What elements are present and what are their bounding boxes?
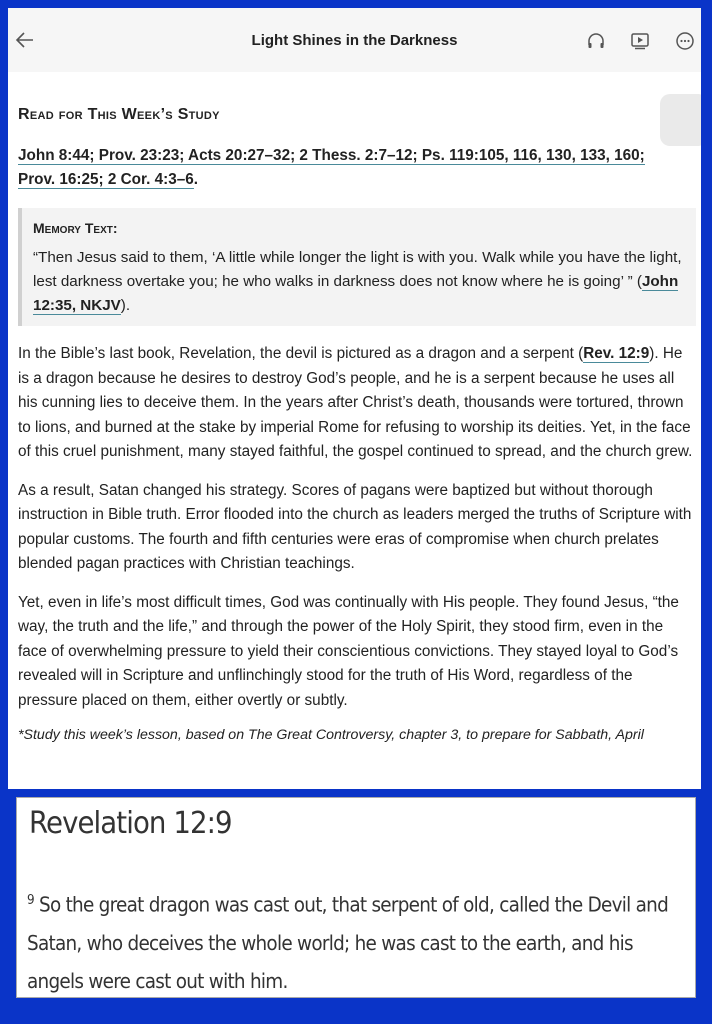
paragraph-2: As a result, Satan changed his strategy. Scores of pagans were baptized but without thorough instruction in Bible truth. Error flooded into the church as leaders merged the truths of Scripture with popular customs. The fourth and fifth centuries were eras of compromise when church prelates blended pagan practices with Christian teachings. — [18, 481, 692, 572]
memory-reference-link[interactable]: John 12:35, NKJV — [33, 273, 679, 314]
reading-references — [18, 144, 696, 192]
paragraph-1-start: In the Bible’s last book, Revelation, the devil is pictured as a dragon and a serpent ( — [18, 345, 584, 362]
paragraph-1-rest: ). He is a dragon because he desires to destroy God’s people, and he is a serpent because he uses all his cunning lies to deceive them. In the years after Christ’s death, thousands were tortured, thrown to lions, and burned at the stake by imperial Rome for refusing to worship its deities. Yet, in the face of this cruel punishment, many stayed faithful, the gospel continued to spread, and the church grew. — [18, 345, 693, 460]
verse-text: So the great dragon was cast out, that serpent of old, called the Devil and Satan, who deceives the whole world; he was cast to the earth, and his angels were cast out with him. — [27, 892, 669, 993]
lesson-content — [18, 104, 696, 745]
memory-text-box — [18, 208, 696, 326]
verse-number: 9 — [27, 893, 34, 908]
verse-title: Revelation 12:9 — [29, 806, 232, 841]
verse-body — [27, 882, 671, 1000]
study-note: *Study this week’s lesson, based on The Great Controversy, chapter 3, to prepare for Sabbath, April — [18, 727, 644, 743]
page-title: Light Shines in the Darkness — [251, 32, 458, 49]
reading-end: . — [193, 171, 198, 188]
reading-link-line1[interactable]: John 8:44; Prov. 23:23; Acts 20:27–32; 2 Thess. 2:7–12; Ps. 119:105, 116, 130, 133, 160; — [18, 147, 645, 164]
reading-link-line2[interactable]: Prov. 16:25; 2 Cor. 4:3–6 — [18, 171, 194, 188]
section-heading: Read for This Week’s Study — [18, 106, 220, 123]
memory-verse — [33, 246, 684, 318]
app-screen — [8, 8, 701, 789]
more-options-icon[interactable] — [675, 31, 695, 51]
memory-verse-end: ). — [120, 297, 131, 314]
paragraph-1 — [18, 342, 696, 465]
paragraph-3: Yet, even in life’s most difficult times, God was continually with His people. They found Jesus, “the way, the truth and the life,” and through the power of the Holy Spirit, they stood firm, even in the face of overwhelming pressure to yield their conscientious convictions. They stayed loyal to God’s revealed will in Scripture and unflinchingly stood for the truth of His Word, regardless of the pressure placed on them, either overtly or subtly. — [18, 593, 679, 709]
top-bar — [8, 8, 701, 72]
rev-12-9-link[interactable]: Rev. 12:9 — [583, 345, 650, 362]
memory-verse-text: “Then Jesus said to them, ‘A little while longer the light is with you. Walk while you have the light, lest darkness overtake you; he who walks in darkness does not know where he is going’ ” ( — [33, 249, 682, 290]
verse-card — [16, 797, 696, 998]
memory-heading: Memory Text: — [33, 220, 118, 236]
headphones-icon[interactable] — [586, 31, 606, 51]
play-video-icon[interactable] — [630, 31, 650, 51]
